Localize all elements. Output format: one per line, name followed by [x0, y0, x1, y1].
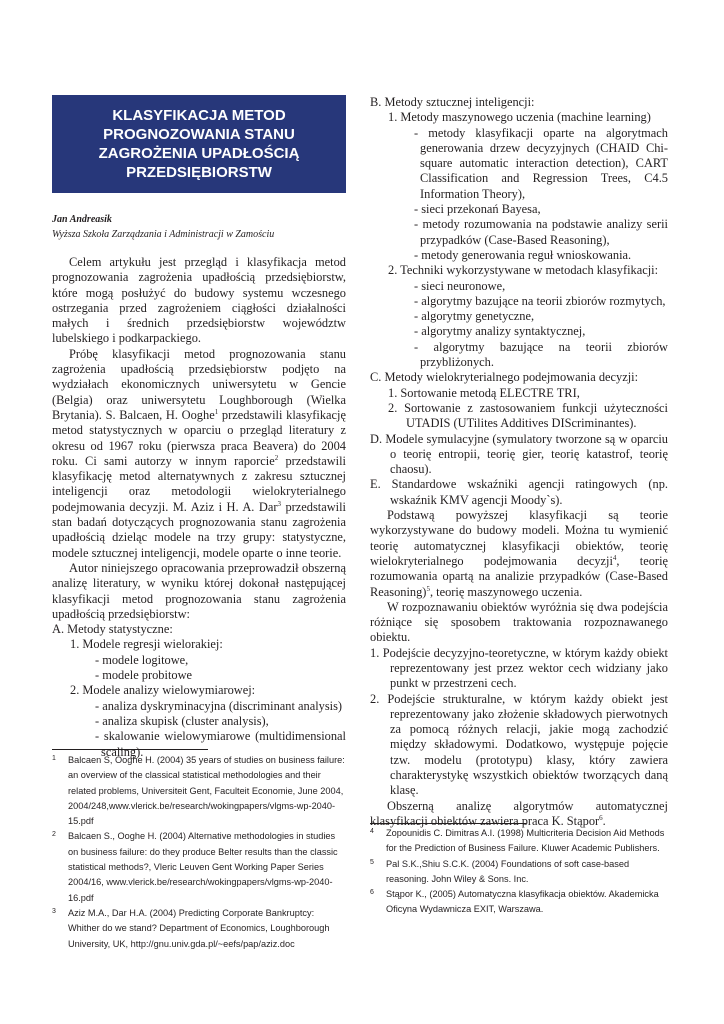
list-item-b2c: - algorytmy genetyczne,	[414, 309, 535, 324]
list-item-a: A. Metody statystyczne:	[52, 622, 173, 637]
article-title	[52, 95, 346, 193]
footnote-3: 3 Aziz M.A., Dar H.A. (2004) Predicting Corporate Bankruptcy: Whither do we stand? Department of Economics, Loughborough University, UK, http://gnu.univ.gda.pl/~eefs/pap/aziz.doc	[52, 907, 330, 949]
list-item-a2: 2. Modele analizy wielowymiarowej:	[70, 683, 256, 698]
list-item-b2: 2. Techniki wykorzystywane w metodach klasyfikacji:	[388, 263, 659, 278]
list-item-b1d: - metody generowania reguł wnioskowania.	[414, 247, 632, 262]
list-item-d: D. Modele symulacyjne (symulatory tworzone są w oparciu o teorię entropii, teorię gier, teorię katastrof, teorię chaosu).	[370, 431, 668, 477]
paragraph-recognition: W rozpoznawaniu obiektów wyróżnia się dwa podejścia różniące się sposobem traktowania rozpoznawanego obiektu.	[370, 599, 668, 645]
paragraph-algorithms: Obszerną analizę algorytmów automatycznej klasyfikacji obiektów zawiera praca K. Stąpor$^6$.	[370, 798, 668, 828]
list-item-approach-1: 1. Podejście decyzyjno-teoretyczne, w którym każdy obiekt reprezentowany jest przez wektor cech widziany jako punkt w przestrzeni cech.	[370, 645, 668, 691]
author-name: Jan Andreasik	[52, 214, 112, 225]
list-item-b2d: - algorytmy analizy syntaktycznej,	[414, 324, 586, 339]
footnote-ref-4: 4	[612, 553, 617, 562]
list-item-a2c: - skalowanie wielowymiarowe (multidimensional scaling).	[95, 729, 346, 759]
footnote-divider-right	[370, 823, 526, 824]
list-item-e: E. Standardowe wskaźniki agencji ratingowych (np. wskaźnik KMV agencji Moody`s).	[370, 477, 668, 507]
list-item-a1: 1. Modele regresji wielorakiej:	[70, 637, 223, 652]
footnote-2: 2 Balcaen S., Ooghe H. (2004) Alternative methodologies in studies on business failure: do they produce Belter results than the classic statistical methods?, Vleric Leuven Gent Working Paper Series 2004/16, www.vlerick.be/research/wokingpapers/vlgms-wp-2040-16.pdf	[52, 831, 338, 903]
footnote-1: 1 Balcaen S, Ooghe H. (2004) 35 years of studies on business failure: an overview of the classical statistical methodologies and their related problems, Universiteit Gent, Faculteit Economie, June 2004, 2004/248,www.vlerick.be/research/wokingpapers/vlgms-wp-2040-15.pdf	[52, 755, 345, 827]
footnote-5: 5 Pal S.K.,Shiu S.C.K. (2004) Foundations of soft case-based reasoning. John Wiley & Sons. Inc.	[370, 858, 630, 884]
list-item-b1a: - metody klasyfikacji oparte na algorytmach generowania drzew decyzyjnych (CHAID Chi-square automatic interaction detection), CART Classification and Regression Trees, C4.5 Information Theory),	[414, 125, 668, 201]
title-line-2: PROGNOZOWANIA STANU	[103, 126, 295, 143]
list-item-b2a: - sieci neuronowe,	[414, 278, 506, 293]
list-item-a2a: - analiza dyskryminacyjna (discriminant analysis)	[95, 698, 343, 713]
footnotes-left	[52, 753, 346, 952]
footnote-divider-left	[52, 749, 208, 750]
list-item-b1: 1. Metody maszynowego uczenia (machine learning)	[388, 110, 651, 125]
footnotes-right	[370, 826, 668, 918]
footnote-ref-3: 3	[277, 499, 281, 508]
list-item-c2: 2. Sortowanie z zastosowaniem funkcji użyteczności UTADIS (UTilites Additives DIScriminantes).	[388, 400, 668, 431]
title-line-3: ZAGROŻENIA UPADŁOŚCIĄ	[98, 145, 300, 162]
right-column	[370, 95, 668, 829]
title-line-1: KLASYFIKACJA METOD	[112, 107, 286, 124]
paragraph-theories: Podstawą powyższej klasyfikacji są teorie wykorzystywane do budowy modeli. Można tu wymienić teorię automatycznej klasyfikacji obiektów, teorię wielokryterialnego podejmowania decyzji$^4$, teorię rozumowania opartą na analizie przypadków (Case-Based Reasoning)$^5$, teorię maszynowego uczenia.	[370, 508, 669, 599]
footnote-4: 4 Zopounidis C. Dimitras A.I. (1998) Multicriteria Decision Aid Methods for the Prediction of Business Failure. Kluwer Academic Publishers.	[370, 828, 665, 854]
footnote-ref-5: 5	[426, 584, 430, 593]
footnote-ref-2: 2	[274, 453, 279, 462]
list-item-b2b: - algorytmy bazujące na teorii zbiorów rozmytych,	[414, 293, 666, 308]
title-line-4: PRZEDSIĘBIORSTW	[126, 164, 272, 181]
paragraph-intro: Celem artykułu jest przegląd i klasyfikacja metod prognozowania zagrożenia upadłością przedsiębiorstw, które mogą posłużyć do budowy systemu wczesnego ostrzegania przed zagrożeniem ciągłości działalności małych i średnich przedsiębiorstw województw lubelskiego i podkarpackiego.	[52, 255, 346, 346]
list-item-a2b: - analiza skupisk (cluster analysis),	[95, 713, 269, 728]
footnote-ref-6: 6	[599, 813, 603, 822]
list-item-c1: 1. Sortowanie metodą ELECTRE TRI,	[388, 385, 580, 400]
left-column	[52, 255, 346, 760]
list-item-b: B. Metody sztucznej inteligencji:	[370, 95, 535, 109]
author-affiliation: Wyższa Szkoła Zarządzania i Administracji w Zamościu	[52, 229, 275, 240]
list-item-approach-2: 2. Podejście strukturalne, w którym każdy obiekt jest reprezentowany jako złożenie składowych pierwotnych za pomocą różnych relacji, jakie mogą zachodzić między składowymi. Dodatkowo, występuje pojęcie tzw. modelu (prototypu) klasy, który zawiera charakterystykę wszystkich obiektów tworzących daną klasę.	[370, 691, 668, 798]
list-item-b2e: - algorytmy bazujące na teorii zbiorów przybliżonych.	[414, 339, 668, 370]
list-item-b1c: - metody rozumowania na podstawie analizy serii przypadków (Case-Based Reasoning),	[414, 217, 668, 247]
list-item-a1a: - modele logitowe,	[95, 652, 189, 667]
paragraph-author-analysis: Autor niniejszego opracowania przeprowadził obszerną analizę literatury, w wyniku której dokonał następującej klasyfikacji metod prognozowania stanu zagrożenia upadłością przedsiębiorstw:	[52, 560, 346, 621]
list-item-a1b: - modele probitowe	[95, 668, 193, 683]
list-item-b1b: - sieci przekonań Bayesa,	[414, 202, 541, 217]
footnote-ref-1: 1	[214, 407, 219, 416]
list-item-c: C. Metody wielokryterialnego podejmowania decyzji:	[370, 370, 639, 385]
paragraph-classification-attempts: Próbę klasyfikacji metod prognozowania stanu zagrożenia upadłością przedsiębiorstw podjęto na wydziałach ekonomicznych uniwersytetu w Gencie (Belgia) oraz uniwersytetu Loughborough (Wielka Brytania). S. Balcaen, H. Ooghe$^1$ przedstawili klasyfikację metod statystycznych w oparciu o przegląd literatury z okresu od 1967 roku (pierwsza praca Beavera) do 2004 roku. Ci sami autorzy w innym raporcie$^2$ przedstawili klasyfikację metod alternatywnych z zakresu sztucznej inteligencji oraz metodologii wielokryterialnego podejmowania decyzji. M. Aziz i H. A. Dar$^3$ przedstawili stan badań dotyczących prognozowania stanu zagrożenia upadłością dzieląc modele na trzy grupy: statystyczne, modele sztucznej inteligencji, modele oparte o inne teorie.	[52, 346, 346, 560]
footnote-6: 6 Stąpor K., (2005) Automatyczna klasyfikacja obiektów. Akademicka Oficyna Wydawnicza EXIT, Warszawa.	[370, 889, 659, 915]
